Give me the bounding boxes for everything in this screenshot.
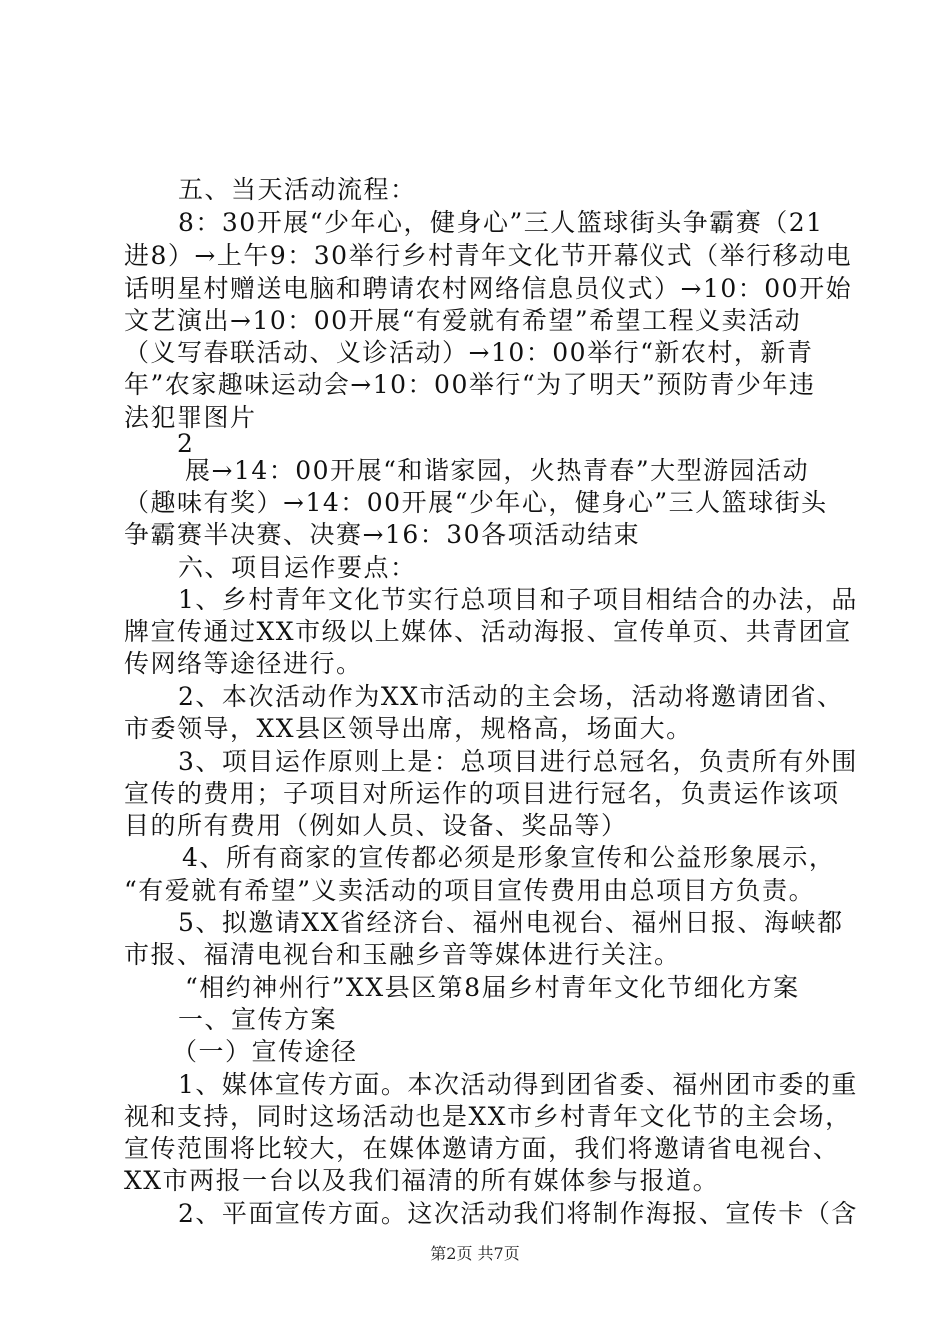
text-line: 宣传范围将比较大，在媒体邀请方面，我们将邀请省电视台、	[124, 1134, 840, 1163]
text-line: 视和支持，同时这场活动也是XX市乡村青年文化节的主会场，	[124, 1102, 852, 1131]
text-line: 争霸赛半决赛、决赛→16：30各项活动结束	[124, 520, 641, 549]
text-line: 1、媒体宣传方面。本次活动得到团省委、福州团市委的重	[178, 1070, 858, 1099]
page-number-inline: 2	[177, 429, 195, 458]
text-line: 5、拟邀请XX省经济台、福州电视台、福州日报、海峡都	[178, 908, 844, 937]
text-line: （趣味有奖）→14：00开展“少年心，健身心”三人篮球街头	[124, 488, 828, 517]
text-line: 牌宣传通过XX市级以上媒体、活动海报、宣传单页、共青团宣	[124, 617, 852, 646]
document-title: “相约神州行”XX县区第8届乡村青年文化节细化方案	[185, 973, 800, 1002]
text-line: “有爱就有希望”义卖活动的项目宣传费用由总项目方负责。	[124, 876, 816, 905]
text-line: 宣传的费用；子项目对所运作的项目进行冠名，负责运作该项	[124, 779, 840, 808]
text-line: 2、平面宣传方面。这次活动我们将制作海报、宣传卡（含	[178, 1199, 858, 1228]
page-footer: 第2页 共7页	[430, 1244, 520, 1263]
text-line: （义写春联活动、义诊活动）→10：00举行“新农村，新青	[124, 338, 814, 367]
text-line: 3、项目运作原则上是：总项目进行总冠名，负责所有外围	[178, 747, 858, 776]
text-line: 五、当天活动流程：	[178, 175, 417, 204]
subsection-heading: （一）宣传途径	[172, 1037, 358, 1066]
text-line: 传网络等途径进行。	[124, 649, 363, 678]
text-line: 4、所有商家的宣传都必须是形象宣传和公益形象展示，	[182, 843, 836, 872]
text-line: 展→14：00开展“和谐家园，火热青春”大型游园活动	[185, 456, 810, 485]
section-heading: 一、宣传方案	[178, 1005, 338, 1034]
text-line: 8：30开展“少年心，健身心”三人篮球街头争霸赛（21	[178, 208, 824, 237]
text-line: 法犯罪图片	[124, 403, 257, 432]
text-line: 话明星村赠送电脑和聘请农村网络信息员仪式）→10：00开始	[124, 274, 853, 303]
text-line: 年”农家趣味运动会→10：00举行“为了明天”预防青少年违	[124, 370, 816, 399]
text-line: 市委领导，XX县区领导出席，规格高，场面大。	[124, 714, 693, 743]
text-line: 1、乡村青年文化节实行总项目和子项目相结合的办法，品	[178, 585, 858, 614]
text-line: 文艺演出→10：00开展“有爱就有希望”希望工程义卖活动	[124, 306, 802, 335]
text-line: XX市两报一台以及我们福清的所有媒体参与报道。	[124, 1166, 720, 1195]
text-line: 目的所有费用（例如人员、设备、奖品等）	[124, 811, 628, 840]
text-line: 市报、福清电视台和玉融乡音等媒体进行关注。	[124, 940, 681, 969]
text-line: 2、本次活动作为XX市活动的主会场，活动将邀请团省、	[178, 682, 844, 711]
section-heading: 六、项目运作要点：	[178, 553, 417, 582]
text-line: 进8）→上午9：30举行乡村青年文化节开幕仪式（举行移动电	[124, 241, 853, 270]
